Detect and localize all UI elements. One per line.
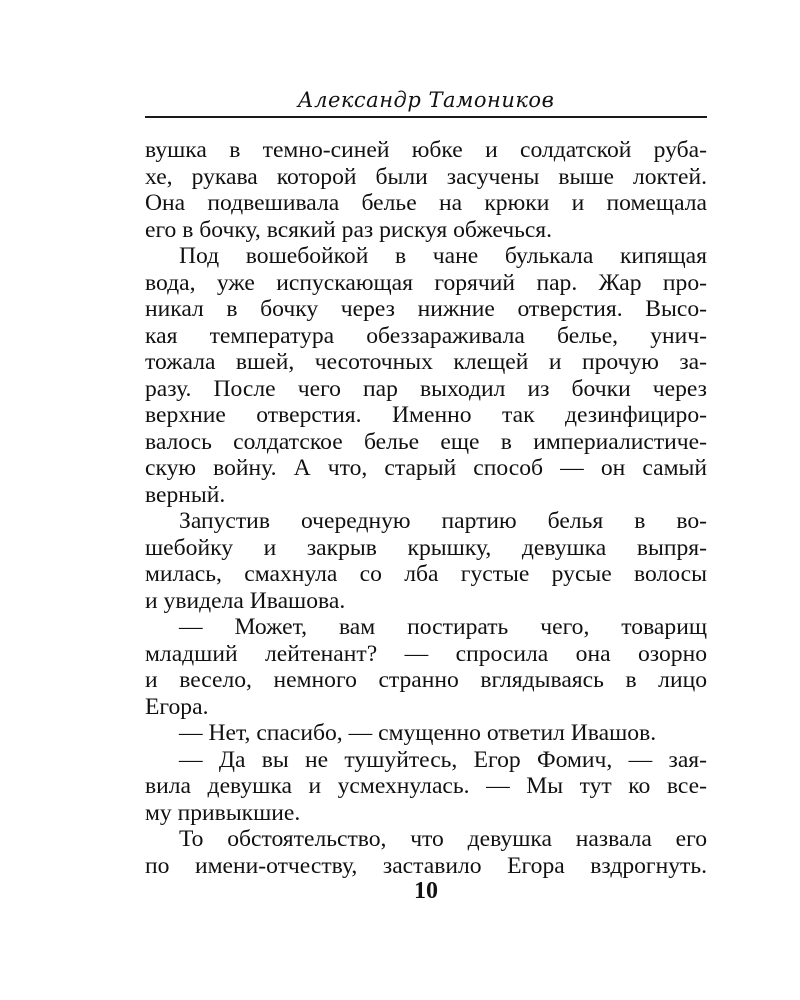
text-line: вушка в темно-синей юбке и солдатской руба-: [145, 137, 707, 163]
text-line: милась, смахнула со лба густые русые волосы: [145, 561, 707, 587]
text-line: вода, уже испускающая горячий пар. Жар про-: [145, 269, 707, 296]
text-line: Запустив очередную партию белья в во-: [179, 508, 707, 534]
text-line: То обстоятельство, что девушка назвала его: [179, 826, 707, 852]
text-line: валось солдатское белье еще в империалистиче-: [145, 428, 707, 455]
text-line: — Да вы не тушуйтесь, Егор Фомич, — зая-: [179, 746, 707, 773]
text-line: по имени-отчеству, заставило Егора вздрогнуть.: [145, 852, 707, 879]
text-line: верхние отверстия. Именно так дезинфициро-: [145, 402, 707, 428]
text-line: скую войну. А что, старый способ — он самый: [145, 455, 707, 481]
text-line: вила девушка и усмехнулась. — Мы тут ко все-: [145, 773, 707, 799]
running-head-author: Александр Тамоников: [297, 88, 555, 112]
text-line: — Может, вам постирать чего, товарищ: [179, 614, 707, 640]
text-line: му привыкшие.: [145, 799, 301, 826]
text-line: хе, рукава которой были засучены выше локтей.: [145, 163, 707, 190]
text-line: — Нет, спасибо, — смущенно ответил Ивашов.: [179, 720, 657, 746]
text-line: шебойку и закрыв крышку, девушка выпря-: [145, 534, 707, 561]
text-line: и увидела Ивашова.: [145, 587, 346, 614]
text-line: Егора.: [145, 693, 209, 720]
text-line: никал в бочку через нижние отверстия. Высо-: [145, 296, 707, 322]
text-line: верный.: [145, 481, 226, 508]
text-line: младший лейтенант? — спросила она озорно: [145, 640, 707, 667]
page-number: 10: [414, 878, 438, 904]
text-line: разу. После чего пар выходил из бочки через: [145, 375, 707, 402]
text-line: Она подвешивала белье на крюки и помещала: [145, 190, 707, 216]
text-line: Под вошебойкой в чане булькала кипящая: [179, 243, 707, 269]
text-line: тожала вшей, чесоточных клещей и прочую за-: [145, 349, 707, 375]
text-line: кая температура обеззараживала белье, унич-: [145, 322, 707, 349]
body-text: [145, 137, 707, 879]
header-rule: [145, 116, 707, 118]
text-line: и весело, немного странно вглядываясь в лицо: [145, 667, 707, 693]
text-line: его в бочку, всякий раз рискуя обжечься.: [145, 216, 553, 243]
